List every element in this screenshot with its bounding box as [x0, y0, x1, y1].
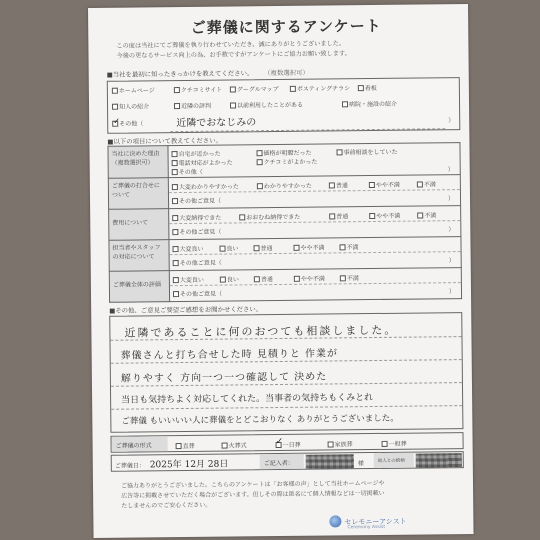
option[interactable]: クチコミがよかった: [257, 157, 318, 167]
option[interactable]: 普通: [329, 211, 348, 220]
row-label: 担当者やスタッフ の対応について: [109, 240, 169, 272]
date-label: ご葬儀日：: [114, 462, 145, 470]
checkbox[interactable]: [339, 244, 345, 250]
checkbox[interactable]: [172, 229, 178, 235]
option[interactable]: その他（ ）: [172, 167, 203, 176]
funeral-type-option[interactable]: 直葬: [176, 441, 195, 450]
option[interactable]: 大変納得できた: [172, 213, 221, 223]
q1-option[interactable]: 看板: [358, 83, 377, 92]
checkbox[interactable]: [257, 183, 263, 189]
funeral-type-option-checked[interactable]: ✓ 一日葬: [275, 436, 301, 449]
checkbox[interactable]: [294, 276, 300, 282]
checkbox[interactable]: [173, 260, 179, 266]
option[interactable]: 事前相談をしていた: [336, 147, 397, 157]
q1-options-box: [107, 77, 461, 134]
redacted-relation: [416, 453, 462, 467]
option[interactable]: 電話対応がよかった: [172, 157, 233, 167]
checkbox[interactable]: [112, 104, 118, 110]
row-options: [169, 268, 461, 302]
table-row: [109, 268, 461, 303]
comment-box: [109, 312, 463, 433]
row-options: [168, 175, 460, 209]
checkbox[interactable]: [369, 213, 375, 219]
checkbox-checked[interactable]: [172, 160, 178, 166]
option[interactable]: 不満: [340, 273, 359, 282]
page-title: ご葬儀に関するアンケート: [190, 16, 382, 37]
comment-line: 当日も気持ちよく対応してくれた。当事者の気持ちもくみとれ: [121, 393, 374, 406]
row-options: [169, 206, 461, 240]
date-name-row: [111, 451, 464, 472]
intro-line: 今後の更なるサービス向上の為、お手数ですがアンケートにご協力お願い致します。: [116, 50, 351, 60]
row-label: 当社に決めた理由 （複数選択可）: [108, 146, 168, 179]
checkbox[interactable]: [222, 443, 228, 449]
checkbox[interactable]: [328, 441, 334, 447]
q3-heading: ■その他、ご意見ご要望ご感想をお聞かせください。: [109, 305, 263, 315]
name-suffix: 様: [357, 460, 364, 468]
checkbox[interactable]: [417, 181, 423, 187]
row-label: 費用について: [109, 209, 169, 241]
option[interactable]: 不満: [417, 179, 436, 188]
option[interactable]: その他ご意見（ ）: [173, 289, 222, 299]
q1-other-answer: 近隣でおなじみの: [176, 117, 257, 130]
option[interactable]: その他ご意見（ ）: [172, 227, 221, 237]
funeral-type-label: ご葬儀の形式: [112, 436, 168, 452]
checkbox[interactable]: [174, 87, 180, 93]
checkbox[interactable]: [254, 245, 260, 251]
close-paren: ）: [448, 117, 455, 125]
checkbox[interactable]: [172, 198, 178, 204]
q1-option[interactable]: 病院・施設の紹介: [342, 99, 397, 109]
q1-heading: ■当社を最初に知ったきっかけを教えてください。 （複数選択可）: [106, 68, 309, 79]
checkbox[interactable]: [220, 277, 226, 283]
option[interactable]: やや不満: [369, 211, 400, 220]
checkbox[interactable]: [340, 275, 346, 281]
brand-logo: セレモニーアシスト: [329, 515, 406, 528]
survey-sheet: [88, 4, 474, 538]
option[interactable]: その他ご意見（ ）: [173, 258, 222, 268]
q1-option[interactable]: 以前利用したことがある: [230, 100, 303, 110]
option[interactable]: 普通: [253, 243, 272, 252]
footer-notice: ご協力ありがとうございました。こちらのアンケートは「お客様の声」として当社ホームページや 広告等に掲載させていただく場合がございます。但しその際は匿名にて個人情報などは一切掲載い たしませんのでご安心ください。: [120, 479, 385, 510]
comment-line: 葬儀さんと打ち合せした時 見積りと 作業が: [120, 348, 339, 362]
table-row: [108, 143, 460, 179]
table-row: [108, 175, 460, 210]
comment-line: ご葬儀 もいいいい人に葬儀をとどこおりなく ありがとうございました。: [121, 413, 399, 427]
table-row: [109, 237, 461, 272]
option[interactable]: 価格が明瞭だった: [256, 148, 311, 158]
checkbox[interactable]: [254, 276, 260, 282]
table-row: [109, 206, 461, 241]
funeral-type-row: [110, 432, 463, 453]
checkbox[interactable]: [239, 214, 245, 220]
option[interactable]: やや不満: [293, 243, 324, 252]
checkbox[interactable]: [230, 102, 236, 108]
funeral-type-option[interactable]: 家族葬: [328, 439, 353, 448]
checkbox-checked[interactable]: [337, 149, 343, 155]
funeral-type-option[interactable]: 一般葬: [382, 439, 407, 448]
comment-line: 解りやすく 方向一つ一つ確認して 決めた: [120, 371, 328, 385]
row-label: ご葬儀全体の評価: [109, 271, 169, 303]
option[interactable]: 不満: [339, 242, 358, 251]
checkbox[interactable]: [174, 103, 180, 109]
funeral-type-option[interactable]: 火葬式: [222, 440, 247, 449]
option[interactable]: 不満: [417, 210, 436, 219]
checkbox[interactable]: [369, 182, 375, 188]
checkbox-checked[interactable]: ✓: [113, 116, 120, 126]
checkbox-checked[interactable]: [172, 215, 178, 221]
option[interactable]: わかりやすかった: [257, 181, 312, 191]
checkbox-checked[interactable]: ✓: [275, 436, 284, 448]
q1-note: （複数選択可）: [267, 68, 309, 78]
q2-table: [107, 142, 462, 303]
q1-option[interactable]: 知人の紹介: [112, 101, 149, 110]
option[interactable]: その他ご意見（ ）: [172, 196, 221, 206]
name-label: ご記入者：: [260, 454, 304, 469]
checkbox[interactable]: [329, 182, 335, 188]
relation-label: 故人との続柄: [374, 453, 414, 468]
option[interactable]: おおむね納得できた: [239, 212, 300, 222]
checkbox[interactable]: [257, 150, 263, 156]
redacted-name: [306, 454, 354, 469]
checkbox[interactable]: [294, 245, 300, 251]
q1-option-other[interactable]: ✓ その他（: [113, 116, 144, 128]
checkbox[interactable]: [417, 212, 423, 218]
brand-mark-icon: [329, 515, 341, 527]
q1-option[interactable]: ホームページ: [112, 85, 155, 94]
checkbox[interactable]: [220, 246, 226, 252]
checkbox[interactable]: [290, 86, 296, 92]
row-options: [169, 237, 461, 271]
q1-option[interactable]: クチコミサイト: [174, 85, 222, 95]
underline: [170, 128, 445, 132]
checkbox-checked[interactable]: [173, 277, 179, 283]
checkbox-checked[interactable]: [172, 184, 178, 190]
option[interactable]: 良い: [220, 274, 239, 283]
intro-line: この度は当社にてご葬儀を執り行わせていただき、誠にありがとうございました。: [116, 40, 346, 50]
option[interactable]: 普通: [329, 180, 348, 189]
row-label: ご葬儀の打合せに ついて: [108, 178, 168, 210]
checkbox[interactable]: [176, 443, 182, 449]
checkbox-checked[interactable]: [173, 246, 179, 252]
checkbox[interactable]: [172, 169, 178, 175]
option[interactable]: 普通: [254, 274, 273, 283]
checkbox[interactable]: [382, 441, 388, 447]
option[interactable]: 大変良い: [172, 244, 203, 253]
survey-content: [102, 4, 476, 538]
q1-option[interactable]: グーグルマップ: [230, 84, 279, 94]
option[interactable]: 大変良い: [173, 275, 204, 284]
checkbox[interactable]: [257, 159, 263, 165]
checkbox[interactable]: [358, 85, 364, 91]
q1-option[interactable]: ポスティングチラシ: [290, 83, 350, 93]
checkbox[interactable]: [112, 88, 118, 94]
comment-line: 近隣であることに何のおつても相談しました。: [124, 323, 398, 340]
checkbox-checked[interactable]: [172, 151, 178, 157]
checkbox[interactable]: [342, 101, 348, 107]
option[interactable]: 良い: [219, 243, 238, 252]
option[interactable]: やや不満: [294, 274, 325, 283]
row-options: [168, 143, 460, 178]
checkbox[interactable]: [329, 213, 335, 219]
q1-option[interactable]: 近隣の評判: [174, 101, 211, 110]
option[interactable]: やや不満: [369, 180, 400, 189]
option[interactable]: 自宅が近かった: [171, 149, 220, 159]
q2-heading: ■以下の項目について教えてください。: [107, 136, 223, 146]
checkbox[interactable]: [173, 291, 179, 297]
date-value: 2025年 12月 28日: [149, 459, 229, 471]
brand-sub: Ceremony Assist: [347, 524, 386, 531]
checkbox[interactable]: [230, 86, 236, 92]
intro-text: [116, 38, 461, 62]
option[interactable]: 大変わかりやすかった: [172, 181, 239, 191]
